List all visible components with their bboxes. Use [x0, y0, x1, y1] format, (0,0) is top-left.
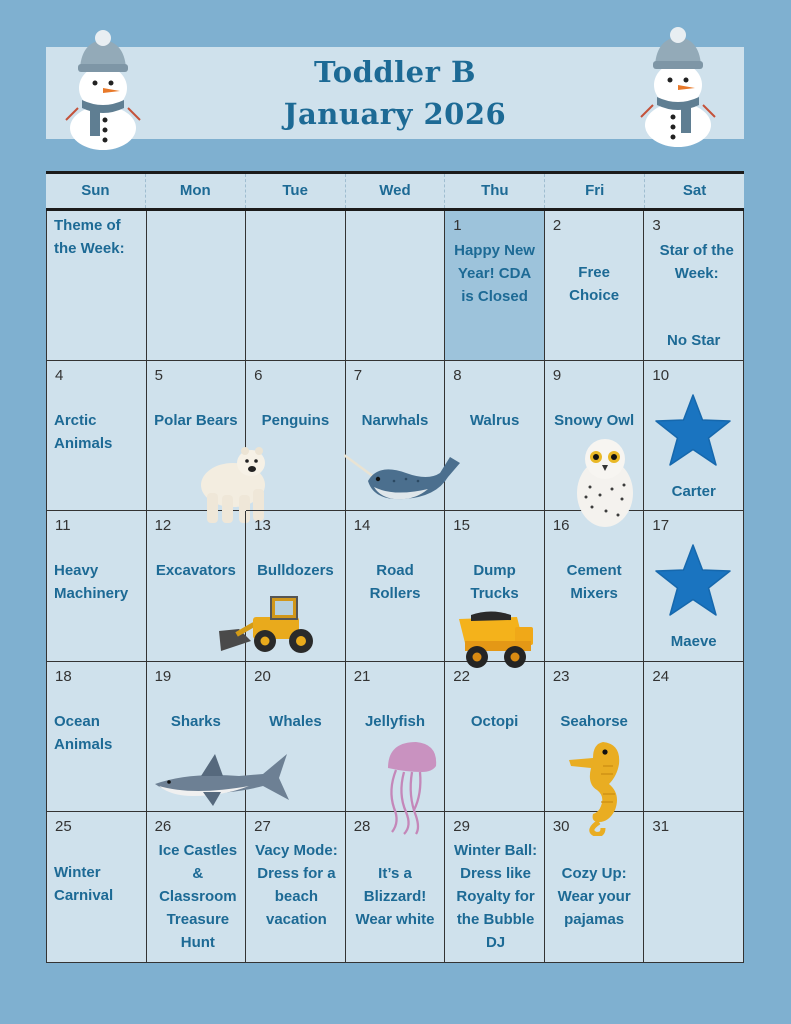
- event-text: Snowy Owl: [554, 412, 635, 430]
- event-text: Arctic Animals: [54, 412, 113, 453]
- day-number: 16: [552, 517, 570, 535]
- event-text: Heavy Machinery: [54, 562, 129, 603]
- calendar-day-cell: [644, 361, 744, 511]
- day-number: 10: [652, 367, 670, 385]
- event-text: Carter: [671, 483, 716, 501]
- event-text: Excavators: [155, 562, 236, 580]
- calendar-day-cell: [545, 211, 645, 361]
- snowman-icon: [635, 25, 721, 147]
- month-title: January 2026: [283, 97, 507, 131]
- event-text: Bulldozers: [257, 562, 334, 580]
- calendar-day-cell: [47, 211, 147, 361]
- day-number: 8: [453, 367, 462, 385]
- day-number: 3: [652, 217, 661, 234]
- day-number: 18: [55, 667, 72, 685]
- event-text: Jellyfish: [364, 712, 425, 730]
- event-text: Penguins: [261, 412, 330, 430]
- day-number: 25: [55, 817, 72, 835]
- day-number: 6: [254, 367, 263, 385]
- day-number: 13: [254, 517, 271, 535]
- calendar-day-cell: [545, 511, 645, 661]
- day-number: 14: [353, 517, 371, 535]
- weekday-header-row: [46, 174, 744, 208]
- calendar-day-cell: [644, 511, 744, 661]
- calendar-day-cell: [445, 662, 545, 812]
- event-text: Ice Castles & Classroom Treasure Hunt: [158, 841, 238, 951]
- weekday-mon: Mon: [146, 174, 246, 208]
- calendar-day-cell: [644, 211, 744, 361]
- weekday-tue: Tue: [246, 174, 346, 208]
- day-number: 9: [552, 367, 562, 385]
- day-number: 17: [652, 517, 670, 535]
- calendar-day-cell: [545, 662, 645, 812]
- event-text: Whales: [269, 712, 322, 730]
- day-number: 4: [55, 367, 64, 385]
- calendar-day-cell: [346, 662, 446, 812]
- calendar-day-cell: [246, 361, 346, 511]
- event-text: Happy New Year! CDA is Closed: [454, 242, 535, 305]
- day-number: 30: [552, 817, 570, 835]
- day-number: 27: [254, 817, 271, 835]
- weekday-sat: Sat: [682, 182, 707, 199]
- day-number: 7: [353, 367, 363, 385]
- event-text: Maeve: [670, 633, 717, 651]
- day-number: 12: [154, 517, 172, 535]
- calendar-day-cell: [147, 211, 247, 361]
- day-number: 26: [154, 817, 172, 835]
- event-text: Polar Bears: [154, 412, 238, 430]
- day-number: 31: [652, 817, 670, 835]
- calendar-day-cell: [147, 361, 247, 511]
- calendar-day-cell: [147, 511, 247, 661]
- day-number: 1: [453, 217, 462, 234]
- calendar-day-cell: [346, 812, 446, 962]
- calendar-day-cell: [346, 361, 446, 511]
- day-grid: [46, 211, 744, 963]
- weekday-thu: Thu: [445, 174, 545, 208]
- calendar-day-cell: [445, 511, 545, 661]
- narwhal-icon: [344, 447, 460, 509]
- calendar-day-cell: [346, 211, 446, 361]
- calendar-day-cell: [246, 812, 346, 962]
- calendar-day-cell: [644, 662, 744, 812]
- event-text: Octopi: [470, 712, 519, 730]
- weekday-sun: Sun: [46, 174, 146, 208]
- calendar-day-cell: [246, 211, 346, 361]
- calendar-day-cell: [47, 662, 147, 812]
- day-number: 24: [652, 667, 670, 685]
- event-text: It’s a Blizzard! Wear white: [355, 864, 435, 928]
- calendar-day-cell: [47, 361, 147, 511]
- calendar-day-cell: [147, 662, 247, 812]
- calendar-day-cell: [246, 511, 346, 661]
- calendar-grid: [46, 171, 744, 963]
- event-text: No Star: [667, 332, 721, 349]
- snowman-icon: [60, 28, 146, 150]
- weekday-fri: Fri: [545, 174, 645, 208]
- event-text: Winter Carnival: [54, 863, 114, 904]
- calendar-day-cell: [445, 812, 545, 962]
- event-text: Winter Ball: Dress like Royalty for the Bubble DJ: [453, 841, 538, 951]
- day-number: 11: [55, 517, 71, 535]
- day-number: 5: [154, 367, 163, 385]
- event-text: Road Rollers: [369, 562, 421, 603]
- calendar-day-cell: [545, 361, 645, 511]
- event-text: Narwhals: [361, 412, 429, 430]
- event-text: Dump Trucks: [470, 562, 519, 603]
- calendar-day-cell: [445, 211, 545, 361]
- event-text: Seahorse: [560, 712, 628, 730]
- calendar-day-cell: [246, 662, 346, 812]
- event-text: Walrus: [469, 412, 520, 430]
- day-number: 28: [353, 817, 371, 835]
- calendar-day-cell: [445, 361, 545, 511]
- day-number: 2: [552, 217, 562, 234]
- event-text: Sharks: [170, 712, 221, 730]
- event-text: Free Choice: [569, 264, 620, 304]
- event-text: Ocean Animals: [54, 712, 113, 753]
- event-text: Cozy Up: Wear your pajamas: [557, 864, 631, 928]
- event-text: Vacy Mode: Dress for a beach vacation: [255, 841, 338, 928]
- day-number: 22: [453, 667, 470, 685]
- calendar-day-cell: [47, 812, 147, 962]
- day-number: 23: [552, 667, 570, 685]
- event-text: Cement Mixers: [566, 562, 622, 603]
- calendar-day-cell: [545, 812, 645, 962]
- star-icon: [654, 393, 732, 467]
- calendar-day-cell: [644, 812, 744, 962]
- calendar-day-cell: [147, 812, 247, 962]
- calendar-day-cell: [47, 511, 147, 661]
- day-number: 15: [453, 517, 470, 535]
- day-number: 20: [254, 667, 271, 685]
- day-number: 29: [453, 817, 470, 835]
- day-number: 19: [154, 667, 172, 685]
- page-title: Toddler B: [313, 55, 476, 89]
- event-text: Star of the Week:: [659, 242, 734, 282]
- calendar-day-cell: [346, 511, 446, 661]
- event-text: Theme of the Week:: [54, 217, 125, 257]
- star-icon: [654, 543, 732, 617]
- day-number: 21: [353, 667, 371, 685]
- weekday-wed: Wed: [346, 174, 446, 208]
